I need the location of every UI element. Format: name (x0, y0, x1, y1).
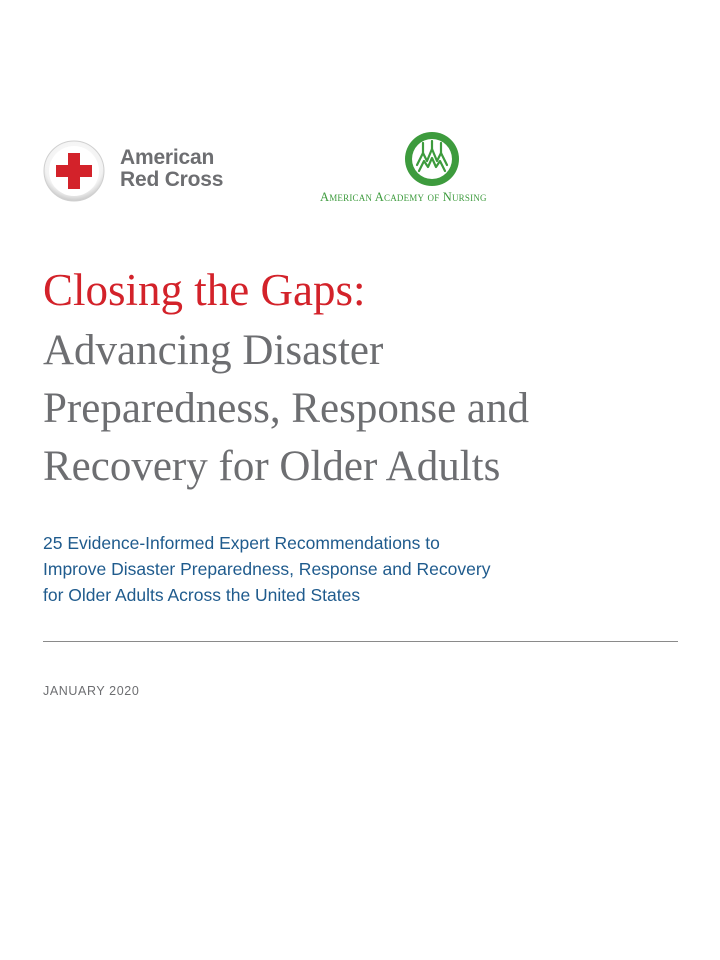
publication-date: JANUARY 2020 (43, 684, 140, 698)
title-subheading (43, 322, 703, 496)
title-line-4: Recovery for Older Adults (43, 443, 501, 490)
red-cross-wordmark-line2: Red Cross (120, 168, 224, 191)
horizontal-rule (43, 641, 678, 642)
red-cross-wordmark-line1: American (120, 146, 215, 169)
academy-of-nursing-emblem-icon (404, 131, 460, 187)
red-cross-wordmark (120, 147, 223, 191)
subtitle-line-2: Improve Disaster Preparedness, Response and Recovery (43, 559, 491, 579)
academy-of-nursing-logo (320, 131, 550, 211)
subtitle (43, 530, 490, 608)
title-line-3: Preparedness, Response and (43, 385, 530, 432)
red-cross-icon (43, 140, 105, 202)
subtitle-line-1: 25 Evidence-Informed Expert Recommendations to (43, 533, 440, 553)
title-line-2: Advancing Disaster (43, 327, 384, 374)
title-heading: Closing the Gaps: (43, 265, 366, 315)
red-cross-logo (43, 140, 243, 204)
academy-of-nursing-name: American Academy of Nursing (320, 190, 487, 204)
subtitle-line-3: for Older Adults Across the United States (43, 585, 361, 605)
